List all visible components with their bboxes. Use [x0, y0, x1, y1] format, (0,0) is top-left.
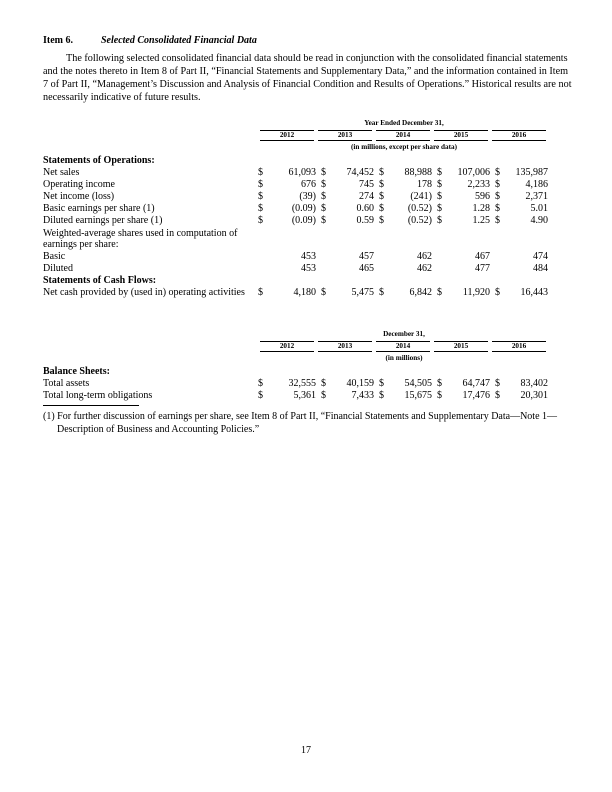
value-cell: 54,505 — [404, 378, 432, 389]
table1-year-header: 2012 — [260, 130, 314, 141]
value-cell: 88,988 — [404, 167, 432, 178]
row-label: Diluted earnings per share (1) — [43, 215, 163, 226]
currency-symbol: $ — [495, 203, 500, 214]
value-cell — [501, 154, 548, 166]
currency-symbol — [432, 274, 443, 286]
value-cell — [385, 365, 432, 377]
currency-symbol — [490, 365, 501, 377]
currency-symbol: $ — [258, 203, 263, 214]
currency-symbol: $ — [495, 215, 500, 226]
currency-symbol: $ — [321, 378, 326, 389]
currency-symbol — [432, 250, 443, 262]
table2-year-header: 2015 — [434, 341, 488, 352]
table2-year-header: 2012 — [260, 341, 314, 352]
value-cell — [269, 154, 316, 166]
value-cell — [443, 365, 490, 377]
currency-symbol: $ — [437, 191, 442, 202]
currency-symbol: $ — [258, 390, 263, 401]
value-cell: 477 — [475, 263, 490, 274]
footnote: (1) For further discussion of earnings per share, see Item 8 of Part II, “Financial Statements and Supplementary Data—Note 1—Description of Business and Accounting Policies.” — [43, 411, 558, 435]
currency-symbol: $ — [495, 191, 500, 202]
currency-symbol: $ — [495, 287, 500, 298]
currency-symbol: $ — [495, 378, 500, 389]
table2-year-header: 2016 — [492, 341, 546, 352]
row-label: Net cash provided by (used in) operating activities — [43, 287, 245, 298]
intro-paragraph: The following selected consolidated financial data should be read in conjunction with the consolidated financial statements and the notes thereto in Item 8 of Part II, “Financial Statements and Supplementary Data,” and the information contained in Item 7 of Part II, “Management’s Discussion and Analysis of Financial Condition and Results of Operations.” Historical results are not necessarily indicative of future results. — [43, 53, 572, 103]
value-cell: (0.52) — [407, 203, 432, 214]
currency-symbol: $ — [437, 167, 442, 178]
currency-symbol — [316, 154, 327, 166]
value-cell: 465 — [359, 263, 374, 274]
currency-symbol: $ — [437, 179, 442, 190]
value-cell: 40,159 — [346, 378, 374, 389]
currency-symbol: $ — [379, 378, 384, 389]
value-cell: 178 — [417, 179, 432, 190]
currency-symbol — [316, 226, 327, 250]
table2-caption: December 31, — [383, 330, 425, 338]
currency-symbol: $ — [495, 179, 500, 190]
currency-symbol: $ — [258, 287, 263, 298]
currency-symbol — [432, 154, 443, 166]
table2-year-header: 2013 — [318, 341, 372, 352]
table1-row — [43, 226, 548, 250]
value-cell — [443, 274, 490, 286]
value-cell: 0.60 — [356, 203, 374, 214]
value-cell: 745 — [359, 179, 374, 190]
currency-symbol — [432, 262, 443, 274]
value-cell: 20,301 — [520, 390, 548, 401]
currency-symbol: $ — [437, 390, 442, 401]
row-label: Basic — [43, 251, 66, 262]
value-cell: 17,476 — [462, 390, 490, 401]
currency-symbol: $ — [495, 390, 500, 401]
currency-symbol — [490, 250, 501, 262]
table1-row — [43, 274, 548, 286]
currency-symbol: $ — [321, 390, 326, 401]
currency-symbol — [374, 274, 385, 286]
currency-symbol: $ — [379, 191, 384, 202]
currency-symbol — [374, 250, 385, 262]
table1-year-header: 2014 — [376, 130, 430, 141]
currency-symbol: $ — [321, 287, 326, 298]
currency-symbol — [490, 154, 501, 166]
currency-symbol: $ — [258, 167, 263, 178]
table1-year-header: 2013 — [318, 130, 372, 141]
table1-row — [43, 250, 548, 262]
value-cell — [385, 226, 432, 250]
currency-symbol: $ — [379, 203, 384, 214]
currency-symbol: $ — [379, 390, 384, 401]
value-cell: 16,443 — [520, 287, 548, 298]
value-cell: 7,433 — [351, 390, 374, 401]
currency-symbol: $ — [258, 179, 263, 190]
table2-year-header: 2014 — [376, 341, 430, 352]
currency-symbol — [374, 365, 385, 377]
value-cell: 596 — [475, 191, 490, 202]
currency-symbol: $ — [258, 191, 263, 202]
value-cell — [385, 154, 432, 166]
section-number: Item 6. — [43, 35, 73, 46]
value-cell — [327, 154, 374, 166]
table1-caption: Year Ended December 31, — [364, 119, 444, 127]
currency-symbol — [490, 274, 501, 286]
value-cell — [269, 365, 316, 377]
currency-symbol — [258, 154, 269, 166]
value-cell: 5,361 — [293, 390, 316, 401]
value-cell: 676 — [301, 179, 316, 190]
section-label: Statements of Cash Flows: — [43, 275, 157, 286]
currency-symbol: $ — [321, 191, 326, 202]
currency-symbol: $ — [379, 179, 384, 190]
value-cell: 1.25 — [472, 215, 490, 226]
table2-row — [43, 377, 548, 389]
table1-year-header: 2015 — [434, 130, 488, 141]
currency-symbol — [490, 226, 501, 250]
section-label: Statements of Operations: — [43, 155, 155, 166]
section-heading — [43, 35, 257, 46]
table1-row — [43, 262, 548, 274]
value-cell: 453 — [301, 251, 316, 262]
value-cell: (0.09) — [291, 215, 316, 226]
value-cell — [327, 226, 374, 250]
value-cell: 4,180 — [293, 287, 316, 298]
value-cell — [385, 274, 432, 286]
currency-symbol: $ — [437, 203, 442, 214]
value-cell: 0.59 — [356, 215, 374, 226]
section-title: Selected Consolidated Financial Data — [101, 35, 257, 46]
table1-row — [43, 214, 548, 226]
currency-symbol — [316, 262, 327, 274]
value-cell: 467 — [475, 251, 490, 262]
value-cell: (0.09) — [291, 203, 316, 214]
currency-symbol: $ — [379, 167, 384, 178]
value-cell: 61,093 — [288, 167, 316, 178]
value-cell — [269, 274, 316, 286]
value-cell — [443, 154, 490, 166]
table1-row — [43, 286, 548, 298]
row-label: Operating income — [43, 179, 115, 190]
currency-symbol: $ — [258, 215, 263, 226]
value-cell — [327, 365, 374, 377]
value-cell: 74,452 — [346, 167, 374, 178]
currency-symbol — [258, 226, 269, 250]
currency-symbol — [258, 262, 269, 274]
value-cell — [501, 226, 548, 250]
value-cell — [327, 274, 374, 286]
currency-symbol: $ — [321, 215, 326, 226]
row-label: Total assets — [43, 378, 90, 389]
value-cell: 4,186 — [525, 179, 548, 190]
row-label: Diluted — [43, 263, 73, 274]
footnote-divider — [43, 405, 139, 406]
currency-symbol — [374, 154, 385, 166]
selected-financial-data-table — [43, 154, 548, 298]
value-cell: 83,402 — [520, 378, 548, 389]
value-cell: 2,371 — [525, 191, 548, 202]
value-cell: (241) — [410, 191, 432, 202]
value-cell: 474 — [533, 251, 548, 262]
currency-symbol — [258, 250, 269, 262]
section-label: Balance Sheets: — [43, 366, 110, 377]
table2-subcaption: (in millions) — [385, 354, 423, 362]
currency-symbol: $ — [258, 378, 263, 389]
table1-year-header: 2016 — [492, 130, 546, 141]
value-cell — [443, 226, 490, 250]
value-cell: (39) — [299, 191, 316, 202]
currency-symbol — [490, 262, 501, 274]
currency-symbol — [316, 250, 327, 262]
value-cell: 11,920 — [462, 287, 490, 298]
currency-symbol: $ — [379, 215, 384, 226]
currency-symbol: $ — [321, 167, 326, 178]
value-cell: 462 — [417, 251, 432, 262]
value-cell — [269, 226, 316, 250]
currency-symbol — [258, 274, 269, 286]
value-cell: 135,987 — [515, 167, 548, 178]
currency-symbol — [374, 226, 385, 250]
value-cell: 4.90 — [530, 215, 548, 226]
currency-symbol: $ — [437, 287, 442, 298]
value-cell: 15,675 — [404, 390, 432, 401]
value-cell: (0.52) — [407, 215, 432, 226]
value-cell: 5.01 — [530, 203, 548, 214]
row-label: Net sales — [43, 167, 80, 178]
balance-sheet-table — [43, 365, 548, 401]
page-number: 17 — [301, 745, 311, 756]
value-cell: 107,006 — [457, 167, 490, 178]
value-cell: 2,233 — [467, 179, 490, 190]
currency-symbol — [374, 262, 385, 274]
currency-symbol — [258, 365, 269, 377]
currency-symbol — [432, 365, 443, 377]
currency-symbol — [432, 226, 443, 250]
currency-symbol — [316, 365, 327, 377]
value-cell: 484 — [533, 263, 548, 274]
currency-symbol: $ — [437, 378, 442, 389]
table2-row — [43, 365, 548, 377]
table1-row — [43, 190, 548, 202]
currency-symbol: $ — [437, 215, 442, 226]
currency-symbol — [316, 274, 327, 286]
row-label: Basic earnings per share (1) — [43, 203, 155, 214]
value-cell: 32,555 — [288, 378, 316, 389]
row-label: Weighted-average shares used in computation of earnings per share: — [43, 228, 238, 250]
value-cell: 453 — [301, 263, 316, 274]
currency-symbol: $ — [379, 287, 384, 298]
table2-row — [43, 389, 548, 401]
table1-row — [43, 154, 548, 166]
value-cell — [501, 365, 548, 377]
currency-symbol: $ — [321, 203, 326, 214]
value-cell: 1.28 — [472, 203, 490, 214]
table1-row — [43, 166, 548, 178]
currency-symbol: $ — [495, 167, 500, 178]
value-cell: 274 — [359, 191, 374, 202]
table1-subcaption: (in millions, except per share data) — [351, 143, 457, 151]
value-cell: 64,747 — [462, 378, 490, 389]
currency-symbol: $ — [321, 179, 326, 190]
row-label: Net income (loss) — [43, 191, 115, 202]
value-cell: 462 — [417, 263, 432, 274]
value-cell: 457 — [359, 251, 374, 262]
table1-row — [43, 202, 548, 214]
value-cell — [501, 274, 548, 286]
table1-row — [43, 178, 548, 190]
value-cell: 5,475 — [351, 287, 374, 298]
value-cell: 6,842 — [409, 287, 432, 298]
row-label: Total long-term obligations — [43, 390, 153, 401]
